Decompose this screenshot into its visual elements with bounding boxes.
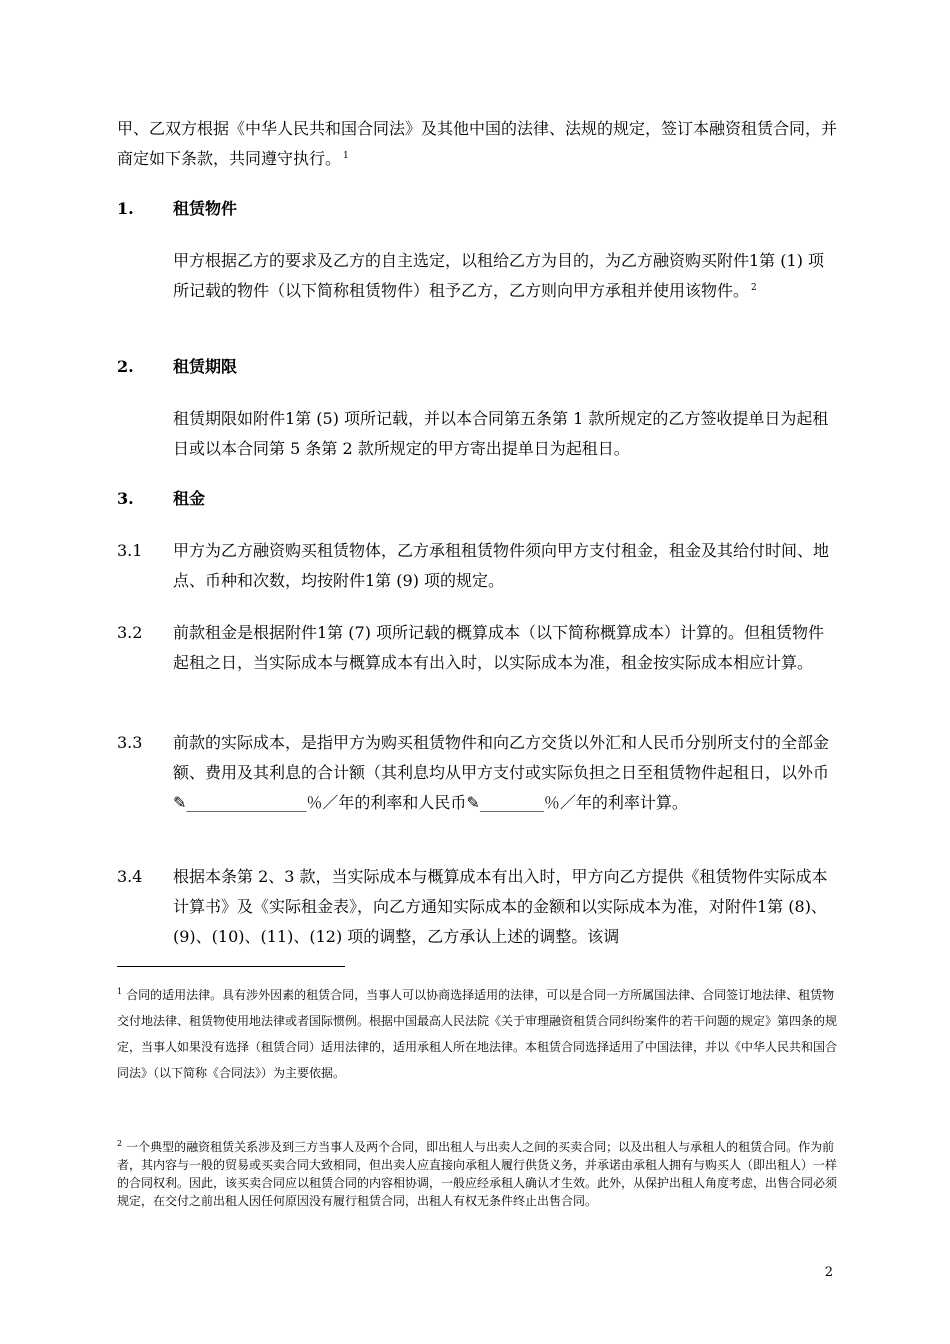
clause-number: 3.3 [117,733,143,752]
clause-text: 前款的实际成本，是指甲方为购买租赁物件和向乙方交货以外汇和人民币分别所支付的全部金额、费用及其利息的合计额（其利息均从甲方支付或实际负担之日至租赁物件起租日，以外币✎_______________％／年的利率和人民币✎________％／年的利率计算。 [173,733,830,812]
intro-text: 甲、乙双方根据《中华人民共和国合同法》及其他中国的法律、法规的规定，签订本融资租赁合同，并商定如下条款，共同遵守执行。 [117,119,838,168]
footnote-ref-2[interactable]: 2 [751,283,757,293]
clause-text: 根据本条第 2、3 款，当实际成本与概算成本有出入时，甲方向乙方提供《租赁物件实际成本计算书》及《实际租金表》，向乙方通知实际成本的金额和以实际成本为准，对附件1第 (8)、(9)、(10)、(11)、(12) 项的调整，乙方承认上述的调整。该调 [173,867,828,946]
footnote-ref-1[interactable]: 1 [343,151,349,161]
section-title: 租赁期限 [173,357,238,376]
clause-number: 3.1 [117,541,143,560]
clause-number: 3.4 [117,867,143,886]
clause-number: 3.2 [117,623,143,642]
clause-3-2 [117,618,839,678]
page-number: 2 [824,1265,833,1280]
section-body-text: 租赁期限如附件1第 (5) 项所记载，并以本合同第五条第 1 款所规定的乙方签收提单日为起租日或以本合同第 5 条第 2 款所规定的甲方寄出提单日为起租日。 [173,409,829,458]
clause-3-1 [117,536,839,596]
clause-text: 前款租金是根据附件1第 (7) 项所记载的概算成本（以下简称概算成本）计算的。但租赁物件起租之日，当实际成本与概算成本有出入时，以实际成本为准，租金按实际成本相应计算。 [173,623,825,672]
footnote-1 [117,982,839,1086]
footnote-separator [117,966,345,967]
section-title: 租赁物件 [173,199,238,218]
section-body-1 [173,246,839,306]
footnote-text: 一个典型的融资租赁关系涉及到三方当事人及两个合同，即出租人与出卖人之间的买卖合同；以及出租人与承租人的租赁合同。作为前者，其内容与一般的贸易或买卖合同大致相同，但出卖人应直接向承租人履行供货义务，并承诺由承租人拥有与购买人（即出租人）一样的合同权利。因此，该买卖合同应以租赁合同的内容相协调，一般应经承租人确认才生效。此外，从保护出租人角度考虑，出售合同必须规定，在交付之前出租人因任何原因没有履行租赁合同，出租人有权无条件终止出售合同。 [117,1140,838,1208]
section-number: 1. [117,199,134,218]
section-body-text: 甲方根据乙方的要求及乙方的自主选定，以租给乙方为目的，为乙方融资购买附件1第 (1) 项所记载的物件（以下简称租赁物件）租予乙方，乙方则向甲方承租并使用该物件。 [173,251,825,300]
footnote-mark: 1 [117,987,123,996]
section-body-2 [173,404,839,464]
footnote-2 [117,1138,839,1210]
clause-3-4 [117,862,839,952]
section-number: 3. [117,489,134,508]
footnote-text: 合同的适用法律。具有涉外因素的租赁合同，当事人可以协商选择适用的法律，可以是合同一方所属国法律、合同签订地法律、租赁物交付地法律、租赁物使用地法律或者国际惯例。根据中国最高人民法院《关于审理融资租赁合同纠纷案件的若干问题的规定》第四条的规定，当事人如果没有选择（租赁合同）适用法律的，适用承租人所在地法律。本租赁合同选择适用了中国法律，并以《中华人民共和国合同法》（以下简称《合同法》）为主要依据。 [117,988,838,1080]
clause-text: 甲方为乙方融资购买租赁物体，乙方承租租赁物件须向甲方支付租金，租金及其给付时间、地点、币种和次数，均按附件1第 (9) 项的规定。 [173,541,830,590]
section-number: 2. [117,357,134,376]
footnote-mark: 2 [117,1139,123,1148]
section-title: 租金 [173,489,206,508]
clause-3-3 [117,728,839,818]
intro-paragraph [117,114,839,174]
